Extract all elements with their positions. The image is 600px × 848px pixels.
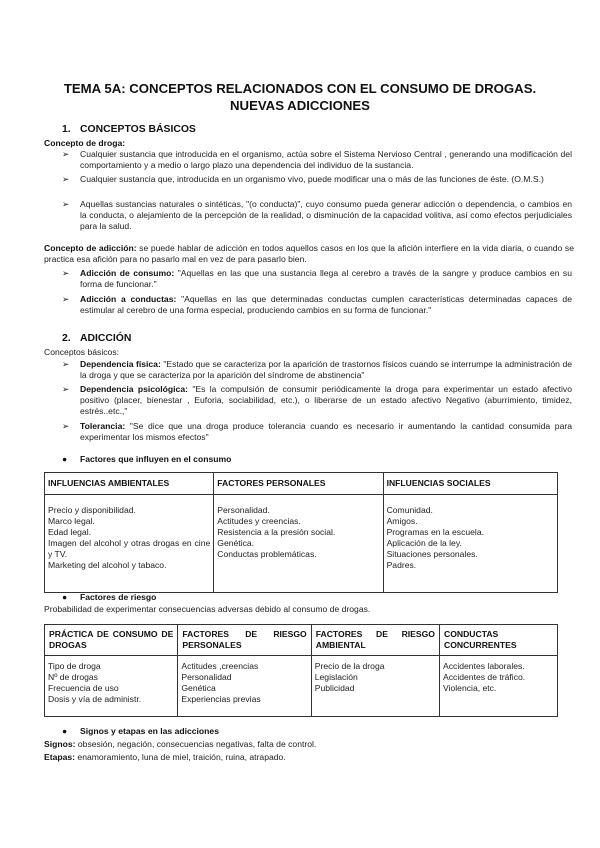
risk-header-cell: FACTORES DE RIESGO AMBIENTAL — [311, 625, 439, 656]
factors-cell-sociales — [383, 495, 557, 593]
factors-header-row — [45, 473, 558, 495]
arrow-icon: ➢ — [62, 294, 70, 304]
drug-item-2-text: Cualquier sustancia que, introducida en un organismo vivo, puede modificar una o más de las funciones de éste. (O.M.S.) — [80, 174, 544, 184]
addiction-item-2-label: Adicción a conductas: — [80, 294, 177, 304]
risk-heading-text: Factores de riesgo — [80, 592, 157, 602]
addiction-item-1 — [62, 268, 572, 290]
factors-header-cell: INFLUENCIAS AMBIENTALES — [45, 473, 214, 495]
addiction-item-1-text: "Aquellas en las que una sustancia llega al cerebro a través de la sangre y produce cambios en su forma de funcionar." — [80, 268, 572, 289]
list-item: Programas en la escuela. — [386, 527, 485, 537]
stages-line — [44, 752, 574, 763]
title-line-2: NUEVAS ADICCIONES — [230, 98, 370, 113]
signs-line — [44, 739, 574, 750]
list-item: Accidentes de tráfico. — [443, 672, 526, 682]
risk-cell-conductas — [440, 656, 558, 717]
adiccion-item-2-label: Dependencia psicológica: — [80, 384, 188, 394]
section-1-number: 1. — [62, 124, 71, 135]
list-item: Dosis y vía de administr. — [48, 694, 142, 704]
drug-item-3 — [62, 199, 572, 232]
list-item: Marketing del alcohol y tabaco. — [48, 560, 167, 570]
list-item: Precio de la droga — [314, 661, 385, 671]
adiccion-item-3-label: Tolerancia: — [80, 421, 126, 431]
list-item: Situaciones personales. — [386, 549, 478, 559]
risk-body-row — [45, 656, 558, 717]
signs-text: obsesión, negación, consecuencias negativas, falta de control. — [75, 739, 317, 749]
list-item: Resistencia a la presión social. — [217, 527, 336, 537]
addiction-item-2 — [62, 294, 572, 316]
arrow-icon: ➢ — [62, 359, 70, 369]
factors-heading — [62, 454, 231, 465]
list-item: Genética. — [217, 538, 255, 548]
list-item: Aplicación de la ley. — [386, 538, 462, 548]
drug-concept-label: Concepto de droga: — [44, 138, 126, 148]
arrow-icon: ➢ — [62, 149, 70, 159]
list-item: Tipo de droga — [48, 661, 101, 671]
arrow-icon: ➢ — [62, 421, 70, 431]
list-item: Accidentes laborales. — [443, 661, 525, 671]
factors-heading-text: Factores que influyen en el consumo — [80, 454, 232, 464]
arrow-icon: ➢ — [62, 268, 70, 278]
list-item: Imagen del alcohol y otras drogas en cine y TV. — [48, 538, 211, 559]
factors-cell-ambientales — [45, 495, 214, 593]
adiccion-item-3 — [62, 421, 572, 443]
list-item: Comunidad. — [386, 505, 433, 515]
page-title — [40, 80, 560, 114]
risk-header-cell: CONDUCTAS CONCURRENTES — [440, 625, 558, 656]
list-item: Violencia, etc. — [443, 683, 497, 693]
risk-heading — [62, 592, 156, 603]
list-item: Personalidad. — [217, 505, 270, 515]
list-item: Experiencias previas — [181, 694, 261, 704]
list-item: Nº de drogas — [48, 672, 98, 682]
factors-header-cell: FACTORES PERSONALES — [214, 473, 383, 495]
adiccion-item-2 — [62, 384, 572, 417]
list-item: Publicidad — [314, 683, 355, 693]
risk-header-cell: PRÁCTICA DE CONSUMO DE DROGAS — [45, 625, 178, 656]
addiction-concept — [44, 243, 574, 265]
factors-table — [44, 472, 558, 593]
list-item: Legislación — [314, 672, 358, 682]
section-2-intro: Conceptos básicos: — [44, 347, 119, 357]
risk-table — [44, 624, 558, 717]
bullet-icon: ● — [62, 454, 68, 464]
list-item: Amigos. — [386, 516, 418, 526]
list-item: Edad legal. — [48, 527, 92, 537]
factors-cell-personales — [214, 495, 383, 593]
adiccion-item-1-text: "Estado que se caracteriza por la aparición de trastornos físicos cuando se interrumpe la administración de la droga y que se caracteriza por la aparición del síndrome de abstinencia" — [80, 359, 573, 380]
signs-heading — [62, 726, 219, 737]
factors-body-row — [45, 495, 558, 593]
list-item: Padres. — [386, 560, 417, 570]
section-2-heading — [62, 333, 131, 344]
addiction-concept-text: se puede hablar de adicción en todos aquellos casos en los que la afición interfiere en la vida diaria, o cuando se practica esa afición para no pasarlo mal en vez de para pasarlo bien. — [44, 243, 575, 264]
stages-label: Etapas: — [44, 752, 76, 762]
list-item: Precio y disponibilidad. — [48, 505, 136, 515]
adiccion-item-2-text: "Es la compulsión de consumir periódicamente la droga para experimentar un estado afectivo positivo (placer, bienestar , Euforia, sociabilidad, etc.), o liberarse de un estado afectivo Negativo (aburrimiento, timidez, estrés..etc.," — [80, 384, 572, 416]
drug-item-3-text: Aquellas sustancias naturales o sintéticas, "(o conducta)", cuyo consumo pueda generar adicción o dependencia, o cambios en la conducta, o alejamiento de la percepción de la realidad, o disminución de la capacidad volitiva, así como efectos perjudiciales para la salud. — [80, 199, 572, 231]
adiccion-item-1 — [62, 359, 572, 381]
bullet-icon: ● — [62, 592, 68, 602]
section-2-title: ADICCIÓN — [80, 333, 132, 344]
list-item: Actitudes ,creencias — [181, 661, 259, 671]
adiccion-item-1-label: Dependencia física: — [80, 359, 161, 369]
risk-header-cell: FACTORES DE RIESGO PERSONALES — [178, 625, 311, 656]
arrow-icon: ➢ — [62, 199, 70, 209]
section-1-heading — [62, 124, 196, 135]
drug-item-1-text: Cualquier sustancia que introducida en el organismo, actúa sobre el Sistema Nervioso Central , generando una modificación del comportamiento y a medio o largo plazo una dependencia del individuo de la sustancia. — [80, 149, 572, 170]
risk-cell-practica — [45, 656, 178, 717]
stages-text: enamoramiento, luna de miel, traición, ruina, atrapado. — [75, 752, 286, 762]
arrow-icon: ➢ — [62, 384, 70, 394]
drug-item-1 — [62, 149, 572, 171]
addiction-item-2-text: "Aquellas en las que determinadas conductas cumplen características determinadas capaces de estimular al cerebro de una forma especial, produciendo cambios en su forma de funcionar." — [80, 294, 572, 315]
risk-cell-ambiental — [311, 656, 439, 717]
list-item: Frecuencia de uso — [48, 683, 119, 693]
risk-header-row — [45, 625, 558, 656]
list-item: Personalidad — [181, 672, 232, 682]
list-item: Marco legal. — [48, 516, 95, 526]
list-item: Genética — [181, 683, 216, 693]
list-item: Conductas problemáticas. — [217, 549, 317, 559]
drug-item-2 — [62, 174, 572, 185]
list-item: Actitudes y creencias. — [217, 516, 301, 526]
signs-heading-text: Signos y etapas en las adicciones — [80, 726, 219, 736]
section-1-title: CONCEPTOS BÁSICOS — [80, 124, 196, 135]
title-line-1: TEMA 5A: CONCEPTOS RELACIONADOS CON EL CONSUMO DE DROGAS. — [63, 81, 537, 96]
risk-cell-personales — [178, 656, 311, 717]
factors-header-cell: INFLUENCIAS SOCIALES — [383, 473, 557, 495]
addiction-item-1-label: Adicción de consumo: — [80, 268, 175, 278]
addiction-concept-label: Concepto de adicción: — [44, 243, 137, 253]
signs-label: Signos: — [44, 739, 76, 749]
bullet-icon: ● — [62, 726, 68, 736]
adiccion-item-3-text: "Se dice que una droga produce tolerancia cuando es necesario ir aumentando la cantidad consumida para experimentar los mismos efectos" — [80, 421, 572, 442]
risk-intro: Probabilidad de experimentar consecuencias adversas debido al consumo de drogas. — [44, 604, 371, 614]
section-2-number: 2. — [62, 333, 71, 344]
arrow-icon: ➢ — [62, 174, 70, 184]
